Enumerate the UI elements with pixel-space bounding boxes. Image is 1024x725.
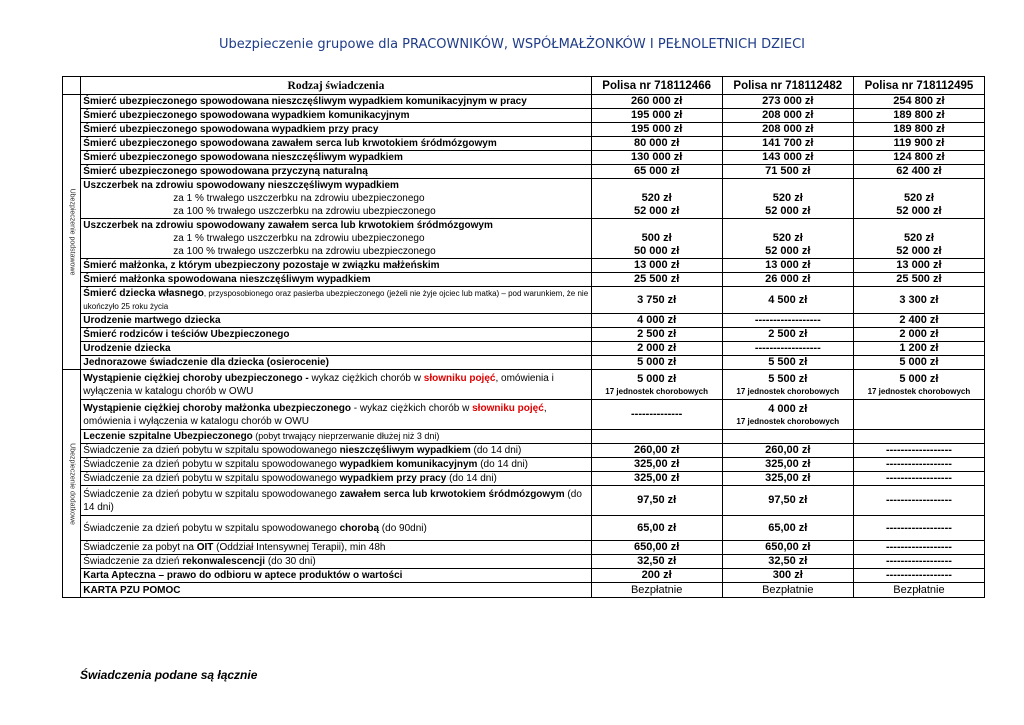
row-desc-text: (pobyt trwający nieprzerwanie dłużej niż 3 dni) [252,431,440,441]
row-value-p3-a: 520 zł [903,232,934,244]
row-value-p1: 3 750 zł [591,287,722,314]
row-desc: Karta Apteczna – prawo do odbioru w aptece produktów o wartości [81,569,591,583]
row-value-p2 [722,430,853,444]
row-desc-text-2: (do 14 dni) [470,445,522,456]
footer-note: Świadczenia podane są łącznie [80,668,258,682]
row-desc: Śmierć ubezpieczonego spowodowana wypadkiem komunikacyjnym [81,109,591,123]
row-value-p1: 2 000 zł [591,342,722,356]
row-desc: Śmierć dziecka własnego [83,288,204,299]
row-value-p3: 5 000 zł [853,356,984,370]
row-desc-bold: zawałem serca lub krwotokiem śródmózgowym [339,488,565,500]
row-desc-text: Świadczenie za dzień pobytu w szpitalu spowodowanego [83,445,340,456]
row-desc-text: Świadczenie za pobyt na [83,542,197,553]
table-row [63,314,985,328]
row-value-p3: 62 400 zł [853,165,984,179]
row-value-p3: 2 000 zł [853,328,984,342]
row-desc-group [81,541,591,555]
dictionary-term: słowniku pojęć [423,372,496,384]
row-desc-bold: wypadkiem przy pracy [339,473,447,484]
row-value-p1 [591,179,722,219]
row-value-p2: 32,50 zł [722,555,853,569]
row-desc: Śmierć ubezpieczonego spowodowana nieszczęśliwym wypadkiem komunikacyjnym w pracy [81,95,591,109]
row-desc-text-2: (do 30 dni) [265,556,316,567]
row-value-p3: 3 300 zł [853,287,984,314]
row-value-p1: 32,50 zł [591,555,722,569]
row-desc-bold: Wystąpienie ciężkiej choroby małżonka ubezpieczonego [83,402,351,414]
row-value-p1: 13 000 zł [591,259,722,273]
row-desc: Uszczerbek na zdrowiu spowodowany nieszczęśliwym wypadkiem [83,180,399,191]
row-value-p2: 4 500 zł [722,287,853,314]
row-value-p2-unit: 17 jednostek chorobowych [736,386,840,396]
row-desc: Śmierć ubezpieczonego spowodowana przyczyną naturalną [81,165,591,179]
row-value-p2-a: 520 zł [772,192,803,204]
row-value-p3 [853,179,984,219]
row-value-p3: ------------------ [853,541,984,555]
row-desc: Uszczerbek na zdrowiu spowodowany zawałem serca lub krwotokiem śródmózgowym [83,220,493,231]
table-row [63,400,985,430]
table-row [63,123,985,137]
row-value-p2: 260,00 zł [722,444,853,458]
row-desc-bold: nieszczęśliwym wypadkiem [339,445,471,456]
row-value-p3: 2 400 zł [853,314,984,328]
row-value-p2: 26 000 zł [722,273,853,287]
table-row [63,569,985,583]
row-value-p2: 143 000 zł [722,151,853,165]
row-desc-group [81,219,591,259]
row-desc-text: Świadczenie za dzień pobytu w szpitalu spowodowanego [83,473,340,484]
side-label-basic [63,95,81,370]
table-row [63,219,985,259]
row-desc-group [81,370,591,400]
row-sub-1: za 1 % trwałego uszczerbku na zdrowiu ubezpieczonego [173,233,425,244]
table-row [63,165,985,179]
row-value-p2: ------------------ [722,342,853,356]
row-value-p2-amount: 4 000 zł [768,402,808,415]
row-value-p1: 65 000 zł [591,165,722,179]
row-value-p2: 97,50 zł [722,486,853,516]
row-desc-text-2: (do 14 dni) [83,488,582,513]
row-value-p1: 65,00 zł [591,516,722,541]
row-desc: Śmierć ubezpieczonego spowodowana nieszczęśliwym wypadkiem [81,151,591,165]
row-desc-bold: OIT [196,542,214,553]
row-value-p1: 650,00 zł [591,541,722,555]
row-desc-text-2: (do 14 dni) [477,459,529,470]
row-desc-group [81,287,591,314]
row-desc: Śmierć rodziców i teściów Ubezpieczonego [81,328,591,342]
row-sub-1: za 1 % trwałego uszczerbku na zdrowiu ubezpieczonego [173,193,425,204]
row-desc-text-2: (do 90dni) [379,522,427,534]
header-policy-3: Polisa nr 718112495 [853,77,984,95]
row-value-p2: 5 500 zł [722,356,853,370]
row-desc-group [81,458,591,472]
row-value-p2-amount: 5 500 zł [768,372,808,385]
table-row [63,555,985,569]
row-value-p2: Bezpłatnie [722,583,853,598]
row-value-p1: 200 zł [591,569,722,583]
row-desc-text-2: , omówienia i wyłączenia w katalogu chorób w OWU [83,402,547,427]
row-value-p1: 80 000 zł [591,137,722,151]
row-value-p3 [853,430,984,444]
row-value-p3: 119 900 zł [853,137,984,151]
row-value-p3-amount: 5 000 zł [899,372,939,385]
row-value-p2: 650,00 zł [722,541,853,555]
row-value-p1: 195 000 zł [591,123,722,137]
row-value-p3: ------------------ [853,555,984,569]
row-value-p1-unit: 17 jednostek chorobowych [605,386,708,396]
row-value-p2 [722,400,853,430]
row-value-p2 [722,219,853,259]
row-value-p1: 4 000 zł [591,314,722,328]
row-desc-text: Świadczenie za dzień pobytu w szpitalu spowodowanego [83,459,340,470]
row-value-p2: 325,00 zł [722,472,853,486]
row-value-p2: 13 000 zł [722,259,853,273]
dictionary-term: słowniku pojęć [472,402,544,414]
table-row [63,179,985,219]
row-value-p3-a: 520 zł [903,192,934,204]
row-desc-group [81,472,591,486]
row-desc: KARTA PZU POMOC [81,583,591,598]
row-value-p1: 5 000 zł [591,356,722,370]
row-desc-group [81,400,591,430]
row-value-p3: 25 500 zł [853,273,984,287]
row-desc: Śmierć małżonka spowodowana nieszczęśliwym wypadkiem [81,273,591,287]
row-note: , przysposobionego oraz pasierba ubezpieczonego (jeżeli nie żyje ojciec lub matka) – pod warunkiem, że nie ukończyło 25 roku życia [83,289,589,311]
row-desc: Śmierć małżonka, z którym ubezpieczony pozostaje w związku małżeńskim [81,259,591,273]
row-value-p1 [591,430,722,444]
row-desc-group [81,516,591,541]
row-desc-bold: chorobą [339,522,380,534]
row-value-p2-b: 52 000 zł [765,205,811,217]
row-desc-text-2: (Oddział Intensywnej Terapii), min 48h [213,542,386,553]
row-desc: Urodzenie dziecka [81,342,591,356]
table-row [63,516,985,541]
table-row [63,273,985,287]
row-value-p1: -------------- [591,400,722,430]
table-row [63,109,985,123]
row-value-p1: 260 000 zł [591,95,722,109]
row-desc-text: Świadczenie za dzień [83,556,183,567]
row-value-p1-amount: 5 000 zł [637,372,677,385]
table-row [63,356,985,370]
row-value-p1: 130 000 zł [591,151,722,165]
row-value-p1: 195 000 zł [591,109,722,123]
row-desc-group [81,555,591,569]
row-desc-group [81,179,591,219]
row-value-p3: 189 800 zł [853,123,984,137]
row-value-p3: ------------------ [853,516,984,541]
row-desc-group [81,444,591,458]
table-row [63,458,985,472]
row-sub-2: za 100 % trwałego uszczerbku na zdrowiu ubezpieczonego [173,246,436,257]
table-row [63,259,985,273]
row-value-p1: 97,50 zł [591,486,722,516]
row-value-p1: 2 500 zł [591,328,722,342]
row-sub-2: za 100 % trwałego uszczerbku na zdrowiu ubezpieczonego [173,206,436,217]
table-row [63,430,985,444]
row-value-p3: 189 800 zł [853,109,984,123]
table-header-row [63,77,985,95]
row-value-p2: 300 zł [722,569,853,583]
row-desc-group [81,486,591,516]
row-value-p3: 1 200 zł [853,342,984,356]
row-value-p1: 25 500 zł [591,273,722,287]
row-value-p2 [722,179,853,219]
side-label-extra-text: Ubezpieczenie dodatkowe [68,442,76,525]
header-policy-2: Polisa nr 718112482 [722,77,853,95]
row-desc-text-2: (do 14 dni) [446,473,497,484]
row-value-p2: 71 500 zł [722,165,853,179]
table-row [63,151,985,165]
table-row [63,541,985,555]
row-value-p1 [591,370,722,400]
row-value-p1 [591,219,722,259]
table-row [63,472,985,486]
row-desc: Urodzenie martwego dziecka [81,314,591,328]
row-value-p3-b: 52 000 zł [896,245,942,257]
page-title: Ubezpieczenie grupowe dla PRACOWNIKÓW, WSPÓŁMAŁŻONKÓW I PEŁNOLETNICH DZIECI [219,37,805,52]
table-row [63,486,985,516]
table-row [63,444,985,458]
row-value-p3 [853,400,984,430]
row-value-p2: 141 700 zł [722,137,853,151]
row-value-p3: 124 800 zł [853,151,984,165]
row-value-p1-b: 50 000 zł [634,245,680,257]
row-desc-bold: Leczenie szpitalne Ubezpieczonego [83,431,253,442]
row-value-p1-a: 520 zł [641,192,672,204]
row-value-p2: 208 000 zł [722,123,853,137]
row-value-p3: ------------------ [853,486,984,516]
row-value-p3-b: 52 000 zł [896,205,942,217]
row-value-p2: 325,00 zł [722,458,853,472]
row-desc: Śmierć ubezpieczonego spowodowana wypadkiem przy pracy [81,123,591,137]
row-value-p3 [853,370,984,400]
row-desc-text: wykaz ciężkich chorób w [308,372,424,384]
row-value-p1-a: 500 zł [641,232,672,244]
row-value-p2: 208 000 zł [722,109,853,123]
row-value-p2: 2 500 zł [722,328,853,342]
row-value-p1: 325,00 zł [591,458,722,472]
row-desc-text: - wykaz ciężkich chorób w [350,402,473,414]
row-value-p3 [853,219,984,259]
row-value-p2 [722,370,853,400]
table-row [63,95,985,109]
row-value-p3-unit: 17 jednostek chorobowych [867,386,971,396]
row-desc-group [81,430,591,444]
benefits-table [62,76,985,598]
row-value-p2-b: 52 000 zł [765,245,811,257]
side-label-extra [63,370,81,598]
row-desc: Śmierć ubezpieczonego spowodowana zawałem serca lub krwotokiem śródmózgowym [81,137,591,151]
row-value-p1: Bezpłatnie [591,583,722,598]
row-desc-text: Świadczenie za dzień pobytu w szpitalu spowodowanego [83,488,340,500]
row-value-p1: 325,00 zł [591,472,722,486]
row-value-p2-a: 520 zł [772,232,803,244]
row-value-p3: ------------------ [853,569,984,583]
table-row [63,342,985,356]
row-value-p3: ------------------ [853,472,984,486]
row-value-p3: Bezpłatnie [853,583,984,598]
row-value-p2: 273 000 zł [722,95,853,109]
side-label-basic-text: Ubezpieczenie podstawowe [68,188,76,276]
header-benefit-type: Rodzaj świadczenia [81,77,591,95]
row-value-p2: 65,00 zł [722,516,853,541]
row-value-p3: 13 000 zł [853,259,984,273]
table-row [63,287,985,314]
row-desc-bold: wypadkiem komunikacyjnym [339,459,478,470]
header-policy-1: Polisa nr 718112466 [591,77,722,95]
row-desc-text: Świadczenie za dzień pobytu w szpitalu spowodowanego [83,522,340,534]
row-value-p3: ------------------ [853,444,984,458]
row-value-p2-unit: 17 jednostek chorobowych [736,416,840,426]
table-row [63,137,985,151]
row-desc-bold: Wystąpienie ciężkiej choroby ubezpieczonego - [83,372,309,384]
row-value-p3: ------------------ [853,458,984,472]
row-desc: Jednorazowe świadczenie dla dziecka (osierocenie) [81,356,591,370]
row-value-p3: 254 800 zł [853,95,984,109]
row-desc-text-2: , omówienia i wyłączenia w katalogu chorób w OWU [83,372,554,397]
header-corner [63,77,81,95]
table-row [63,583,985,598]
table-row [63,370,985,400]
table-row [63,328,985,342]
row-value-p1-b: 52 000 zł [634,205,680,217]
row-value-p1: 260,00 zł [591,444,722,458]
row-desc-bold: rekonwalescencji [182,556,266,567]
row-value-p2: ------------------ [722,314,853,328]
